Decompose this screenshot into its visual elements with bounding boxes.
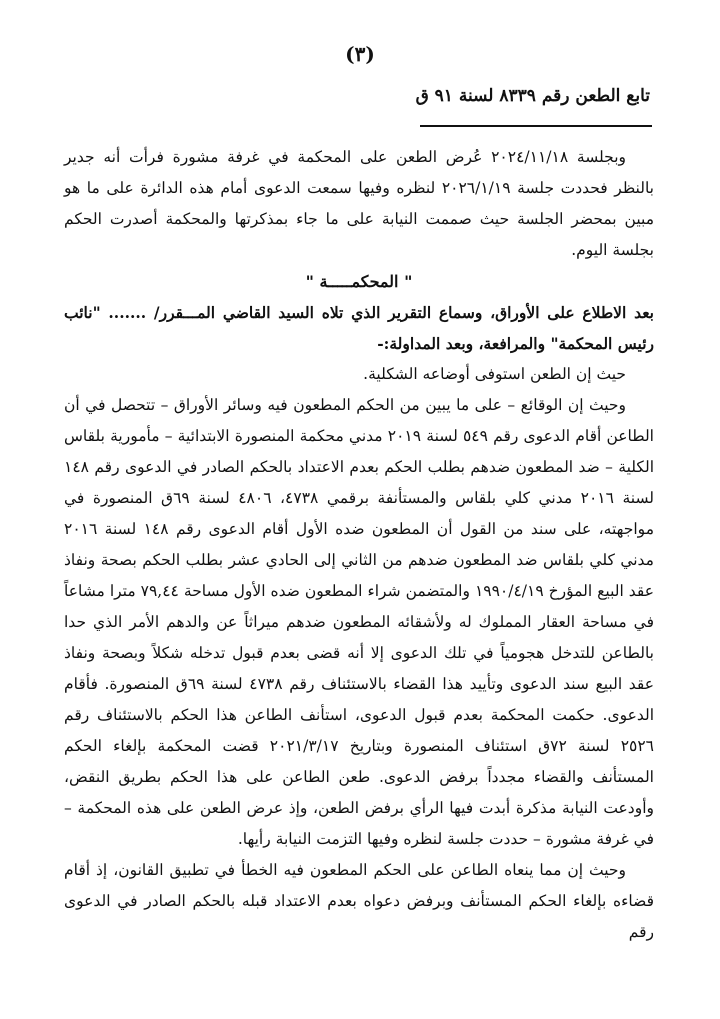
case-header: تابع الطعن رقم ٨٣٣٩ لسنة ٩١ ق xyxy=(415,86,650,106)
court-heading: " المحكمـــــة " xyxy=(305,272,413,291)
facts-paragraph: وحيث إن الوقائع – على ما يبين من الحكم المطعون فيه وسائر الأوراق – تتحصل في أن الطاعن أقام الدعوى رقم ٥٤٩ لسنة ٢٠١٩ مدني محكمة المنصورة الابتدائية – مأمورية بلقاس الكلية – ضد المطعون ضدهم بطلب الحكم بعدم الاعتداد بالحكم الصادر في الدعوى رقم ١٤٨ لسنة ٢٠١٦ مدني كلي بلقاس والمستأنفة برقمي ٤٧٣٨، ٤٨٠٦ لسنة ٦٩ق المنصورة في مواجهته، على سند من القول أن المطعون ضده الأول أقام الدعوى رقم ١٤٨ لسنة ٢٠١٦ مدني كلي بلقاس ضد المطعون ضدهم من الثاني إلى الحادي عشر بطلب الحكم بصحة ونفاذ عقد البيع المؤرخ ١٩٩٠/٤/١٩ والمتضمن شراء المطعون ضده الأول مساحة ٧٩,٤٤ مترا مشاعاً في مساحة العقار المملوك له ولأشقائه المطعون ضدهم ميراثاً عن والدهم الأمر الذي حدا بالطاعن للتدخل هجومياً في تلك الدعوى إلا أنه قضى بعدم قبول تدخله شكلاً وبصحة ونفاذ عقد البيع سند الدعوى وتأييد هذا القضاء بالاستئناف رقم ٤٧٣٨ لسنة ٦٩ق المنصورة. فأقام الدعوى. حكمت المحكمة بعدم قبول الدعوى، استأنف الطاعن هذا الحكم بالاستئناف رقم ٢٥٢٦ لسنة ٧٢ق استئناف المنصورة وبتاريخ ٢٠٢١/٣/١٧ قضت المحكمة بإلغاء الحكم المستأنف والقضاء مجدداً برفض الدعوى. طعن الطاعن على هذا الحكم بطريق النقض، وأودعت النيابة مذكرة أبدت فيها الرأي برفض الطعن، وإذ عرض الطعن على هذه المحكمة – في غرفة مشورة – حددت جلسة لنظره وفيها التزمت النيابة رأيها. xyxy=(64,396,655,848)
session-paragraph: وبجلسة ٢٠٢٤/١١/١٨ عُرض الطعن على المحكمة في غرفة مشورة فرأت أنه جدير بالنظر فحددت جلسة ٢٠٢٦/١/١٩ لنظره وفيها سمعت الدعوى أمام هذه الدائرة على ما هو مبين بمحضر الجلسة حيث صممت النيابة على ما جاء بمذكرتها والمحكمة أصدرت الحكم بجلسة اليوم. xyxy=(64,148,654,259)
page-number: (٣) xyxy=(345,42,375,66)
document-body xyxy=(64,142,654,948)
grounds-paragraph: وحيث إن مما ينعاه الطاعن على الحكم المطعون فيه الخطأ في تطبيق القانون، إذ أقام قضاءه بإلغاء الحكم المستأنف وبرفض دعواه بعدم الاعتداد قبله بالحكم الصادر في الدعوى رقم xyxy=(64,861,654,941)
formal-paragraph: حيث إن الطعن استوفى أوضاعه الشكلية. xyxy=(363,365,626,383)
header-rule xyxy=(420,125,652,127)
deliberation-paragraph: بعد الاطلاع على الأوراق، وسماع التقرير الذي تلاه السيد القاضي المـــقرر/ ....... "نائب رئيس المحكمة" والمرافعة، وبعد المداولة:- xyxy=(64,303,654,353)
